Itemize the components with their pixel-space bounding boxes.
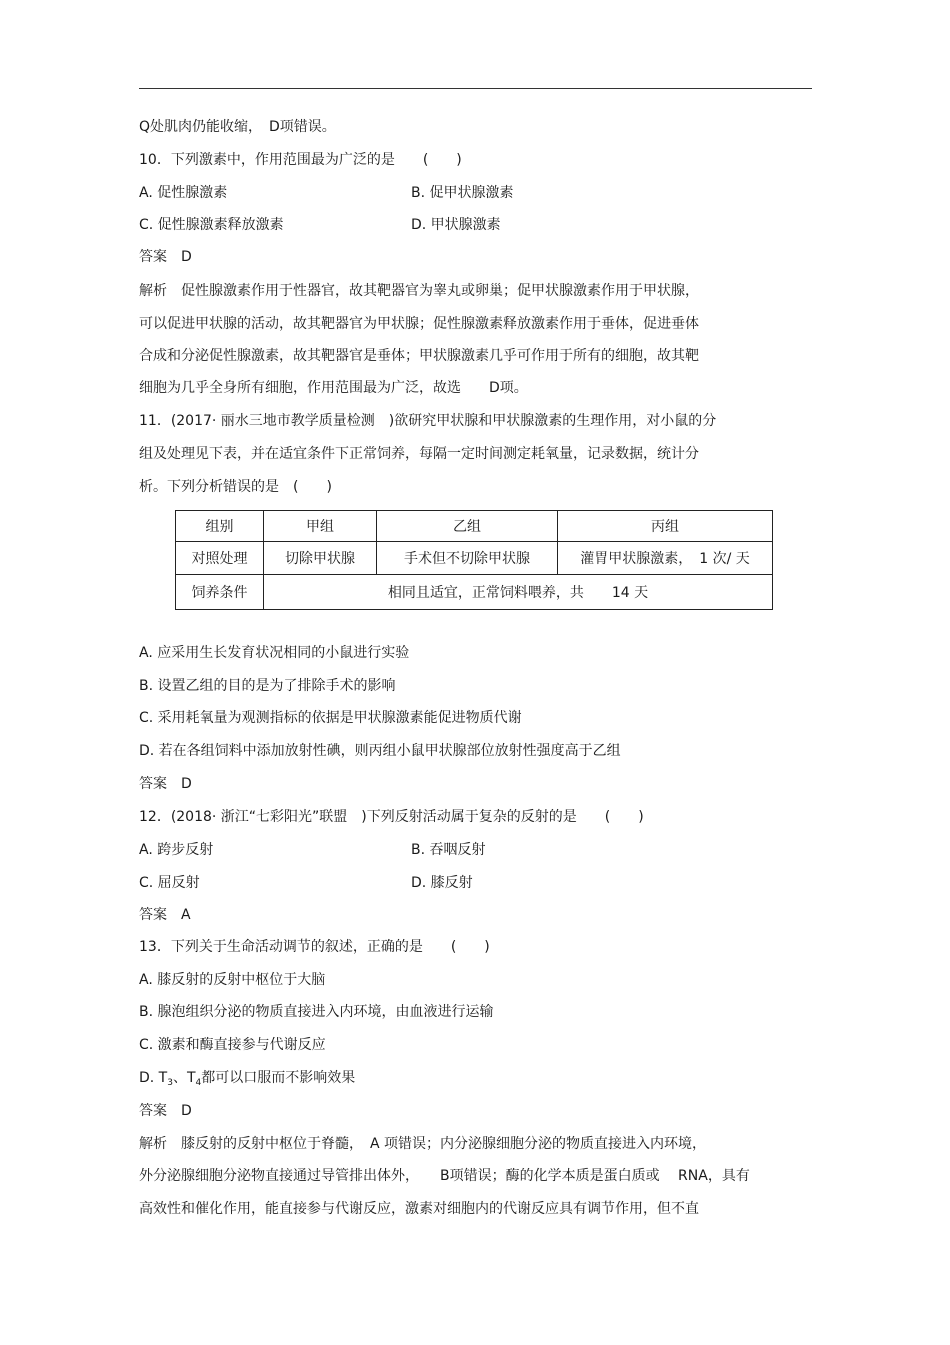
option-13b: B. 腺泡组织分泌的物质直接进入内环境，由血液进行运输: [139, 1004, 494, 1020]
option-13d-text: 都可以口服而不影响效果: [201, 1070, 356, 1086]
option-11a: A. 应采用生长发育状况相同的小鼠进行实验: [139, 645, 410, 661]
table-cell: 乙组: [377, 511, 558, 542]
option-10c: C. 促性腺激素释放激素: [139, 217, 284, 233]
option-12c: C. 屈反射: [139, 875, 200, 891]
table-cell: 组别: [176, 511, 264, 542]
question-11-line3: 析。下列分析错误的是 ( ): [139, 479, 332, 495]
option-12d: D. 膝反射: [411, 875, 473, 891]
question-10: 10．下列激素中，作用范围最为广泛的是 ( ): [139, 152, 462, 168]
option-11b: B. 设置乙组的目的是为了排除手术的影响: [139, 678, 396, 694]
option-13d: [139, 1069, 355, 1092]
explanation-13-line2: 外分泌腺细胞分泌物直接通过导管排出体外， B项错误；酶的化学本质是蛋白质或 RNA，具有: [139, 1168, 750, 1184]
table-row: [176, 575, 773, 610]
explanation-10-line1: 解析 促性腺激素作用于性器官，故其靶器官为睾丸或卵巢；促甲状腺激素作用于甲状腺，: [139, 283, 699, 299]
option-10d: D. 甲状腺激素: [411, 217, 501, 233]
explanation-13-line1: 解析 膝反射的反射中枢位于脊髓， A 项错误；内分泌腺细胞分泌的物质直接进入内环境，: [139, 1136, 707, 1152]
option-10b: B. 促甲状腺激素: [411, 185, 514, 201]
table-cell: 切除甲状腺: [264, 542, 377, 575]
subscript: 4: [195, 1078, 202, 1088]
question-12: 12．(2018· 浙江“七彩阳光”联盟 )下列反射活动属于复杂的反射的是 ( ): [139, 809, 644, 825]
answer-12: 答案 A: [139, 907, 191, 923]
explanation-10-line3: 合成和分泌促性腺激素，故其靶器官是垂体；甲状腺激素几乎可作用于所有的细胞，故其靶: [139, 348, 699, 364]
option-13d-text: D. T: [139, 1070, 168, 1086]
table-row: [176, 542, 773, 575]
group-table: [175, 510, 773, 610]
table-row: [176, 511, 773, 542]
answer-13: 答案 D: [139, 1103, 192, 1119]
question-11-line2: 组及处理见下表，并在适宜条件下正常饲养，每隔一定时间测定耗氧量，记录数据，统计分: [139, 446, 699, 462]
table-cell: 饲养条件: [176, 575, 264, 610]
table-cell: 灌胃甲状腺激素， 1 次/ 天: [558, 542, 773, 575]
header-rule: [139, 88, 812, 89]
option-13c: C. 激素和酶直接参与代谢反应: [139, 1037, 326, 1053]
option-12a: A. 跨步反射: [139, 842, 214, 858]
text-line: Q处肌肉仍能收缩， D项错误。: [139, 119, 336, 135]
option-11c: C. 采用耗氧量为观测指标的依据是甲状腺激素能促进物质代谢: [139, 710, 522, 726]
option-11d: D. 若在各组饲料中添加放射性碘，则丙组小鼠甲状腺部位放射性强度高于乙组: [139, 743, 621, 759]
answer-11: 答案 D: [139, 776, 192, 792]
explanation-13-line3: 高效性和催化作用，能直接参与代谢反应，激素对细胞内的代谢反应具有调节作用，但不直: [139, 1201, 699, 1217]
option-13a: A. 膝反射的反射中枢位于大脑: [139, 972, 326, 988]
table-cell: 甲组: [264, 511, 377, 542]
explanation-10-line4: 细胞为几乎全身所有细胞，作用范围最为广泛，故选 D项。: [139, 380, 528, 396]
subscript: 3: [167, 1078, 173, 1088]
option-10a: A. 促性腺激素: [139, 185, 228, 201]
table-cell: 相同且适宜，正常饲料喂养，共 14 天: [264, 575, 773, 610]
answer-10: 答案 D: [139, 249, 192, 265]
question-13: 13．下列关于生命活动调节的叙述，正确的是 ( ): [139, 939, 490, 955]
option-12b: B. 吞咽反射: [411, 842, 486, 858]
table-cell: 对照处理: [176, 542, 264, 575]
table-cell: 手术但不切除甲状腺: [377, 542, 558, 575]
option-13d-text: 、T: [172, 1070, 196, 1086]
question-11-line1: 11．(2017· 丽水三地市教学质量检测 )欲研究甲状腺和甲状腺激素的生理作用，对小鼠的分: [139, 413, 717, 429]
explanation-10-line2: 可以促进甲状腺的活动，故其靶器官为甲状腺；促性腺激素释放激素作用于垂体，促进垂体: [139, 316, 699, 332]
table-cell: 丙组: [558, 511, 773, 542]
